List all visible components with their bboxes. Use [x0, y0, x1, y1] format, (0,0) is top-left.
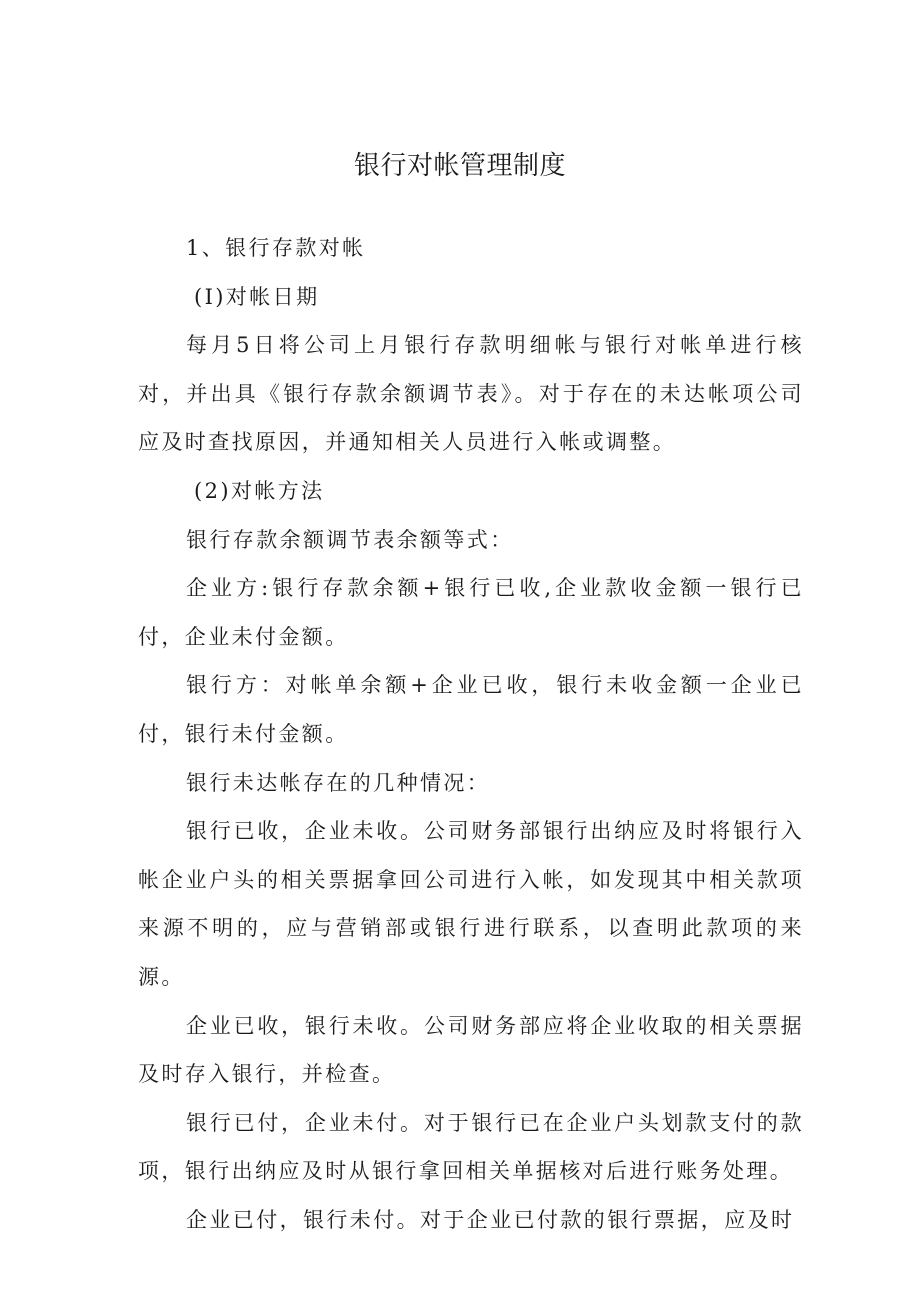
paragraph-enterprise-received-bank-not: 企业已收，银行未收。公司财务部应将企业收取的相关票据及时存入银行，并检查。 — [138, 1013, 804, 1087]
document-body — [138, 224, 804, 1244]
paragraph-bank-side: 银行方：对帐单余额+企业已收，银行未收金额一企业已付，银行未付金额。 — [138, 673, 804, 746]
paragraph-enterprise-side: 企业方:银行存款余额+银行已收,企业款收金额一银行已付，企业未付金额。 — [138, 576, 804, 649]
paragraph-bank-received-enterprise-not: 银行已收，企业未收。公司财务部银行出纳应及时将银行入帐企业户头的相关票据拿回公司进行入帐，如发现其中相关款项来源不明的，应与营销部或银行进行联系，以查明此款项的来源。 — [138, 819, 804, 989]
paragraph-outstanding-items-intro: 银行未达帐存在的几种情况： — [186, 770, 491, 795]
paragraph-bank-paid-enterprise-not: 银行已付，企业未付。对于银行已在企业户头划款支付的款项，银行出纳应及时从银行拿回相关单据核对后进行账务处理。 — [138, 1110, 804, 1184]
document-title: 银行对帐管理制度 — [353, 151, 566, 181]
paragraph-enterprise-paid-bank-not: 企业已付，银行未付。对于企业已付款的银行票据，应及时 — [186, 1207, 795, 1232]
subsection-heading-reconciliation-date: (I)对帐日期 — [194, 284, 320, 309]
subsection-heading-reconciliation-method: (2)对帐方法 — [194, 478, 325, 503]
paragraph-reconciliation-date: 每月5日将公司上月银行存款明细帐与银行对帐单进行核对，并出具《银行存款余额调节表》。对于存在的未达帐项公司应及时查找原因，并通知相关人员进行入帐或调整。 — [138, 333, 804, 455]
paragraph-balance-equation-intro: 银行存款余额调节表余额等式： — [186, 527, 514, 552]
section-heading-bank-deposit-reconciliation: 1、银行存款对帐 — [186, 236, 366, 260]
